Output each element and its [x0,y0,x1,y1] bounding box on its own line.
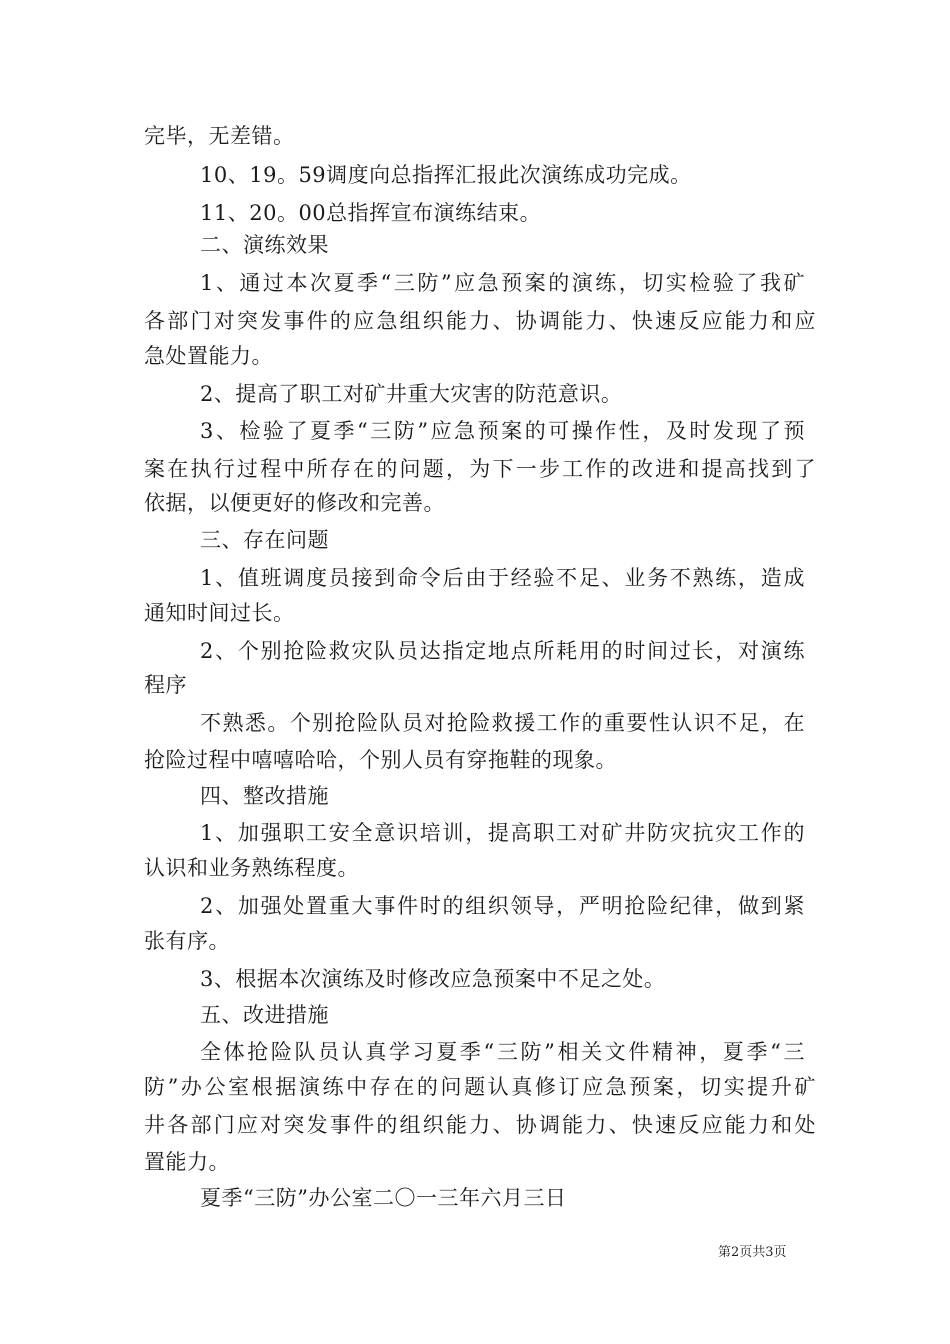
paragraph-line: 完毕，无差错。 [144,124,295,148]
section-heading: 三、存在问题 [200,528,329,552]
paragraph-line: 2、提高了职工对矿井重大灾害的防范意识。 [200,382,623,406]
paragraph-line: 急处置能力。 [144,344,273,368]
paragraph-line: 1、值班调度员接到命令后由于经验不足、业务不熟练，造成 [200,566,805,590]
paragraph-line: 依据，以便更好的修改和完善。 [144,491,445,515]
paragraph-line: 1、加强职工安全意识培训，提高职工对矿井防灾抗灾工作的 [200,821,805,845]
paragraph-line: 不熟悉。个别抢险队员对抢险救援工作的重要性认识不足，在 [200,711,805,735]
signature-line: 夏季“三防”办公室二〇一三年六月三日 [200,1186,567,1210]
paragraph-line: 程序 [144,673,187,697]
paragraph-line: 各部门对突发事件的应急组织能力、协调能力、快速反应能力和应 [144,309,816,333]
paragraph-line: 全体抢险队员认真学习夏季“三防”相关文件精神，夏季“三 [200,1040,805,1064]
section-heading: 四、整改措施 [200,784,329,808]
paragraph-line: 案在执行过程中所存在的问题，为下一步工作的改进和提高找到了 [144,457,816,481]
paragraph-line: 防”办公室根据演练中存在的问题认真修订应急预案，切实提升矿 [144,1075,816,1099]
paragraph-line: 通知时间过长。 [144,601,295,625]
paragraph-line: 2、加强处置重大事件时的组织领导，严明抢险纪律，做到紧 [200,894,805,918]
paragraph-line: 张有序。 [144,929,230,953]
paragraph-line: 3、根据本次演练及时修改应急预案中不足之处。 [200,967,666,991]
page-number-footer: 第2页共3页 [718,1245,787,1260]
section-heading: 二、演练效果 [200,233,329,257]
section-heading: 五、改进措施 [200,1003,329,1027]
paragraph-line: 置能力。 [144,1150,230,1174]
paragraph-line: 1、通过本次夏季“三防”应急预案的演练，切实检验了我矿 [200,271,805,295]
paragraph-line: 认识和业务熟练程度。 [144,856,359,880]
paragraph-line: 抢险过程中嘻嘻哈哈，个别人员有穿拖鞋的现象。 [144,748,617,772]
paragraph-line: 2、个别抢险救灾队员达指定地点所耗用的时间过长，对演练 [200,639,805,663]
paragraph-line: 3、检验了夏季“三防”应急预案的可操作性，及时发现了预 [200,419,805,443]
paragraph-line: 10、19。59调度向总指挥汇报此次演练成功完成。 [200,163,692,187]
paragraph-line: 井各部门应对突发事件的组织能力、协调能力、快速反应能力和处 [144,1113,816,1137]
paragraph-line: 11、20。00总指挥宣布演练结束。 [200,201,542,225]
